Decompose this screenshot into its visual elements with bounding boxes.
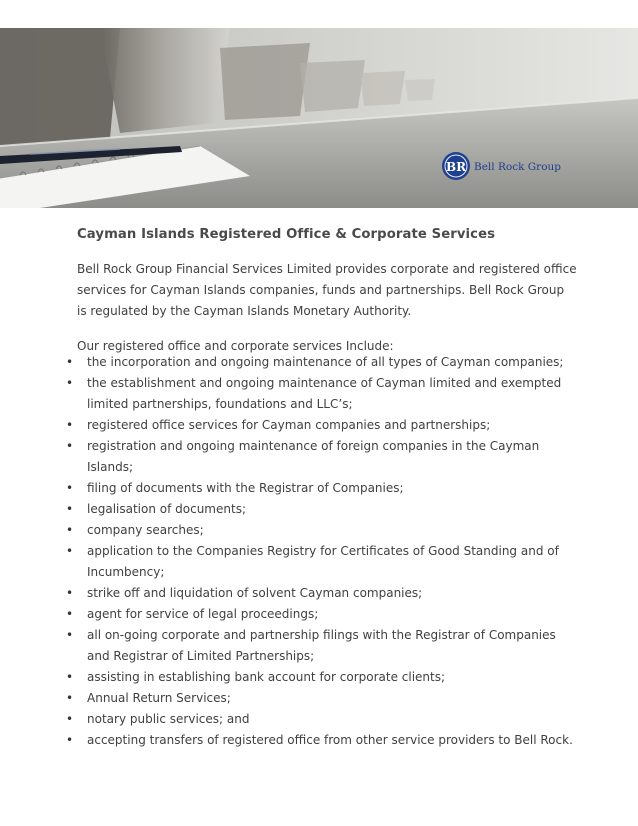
- list-item-text: accepting transfers of registered office from other service providers to Bell Rock.: [87, 733, 573, 747]
- services-heading: Our registered office and corporate services Include:: [77, 339, 394, 353]
- bullet-icon: •: [66, 670, 74, 684]
- bullet-icon: •: [66, 523, 74, 537]
- list-item-text: Annual Return Services;: [87, 691, 231, 705]
- list-item: [0, 478, 638, 499]
- list-item-text: registration and ongoing maintenance of foreign companies in the Cayman Islands;: [87, 439, 540, 474]
- list-item: [0, 604, 638, 625]
- boardroom-photo: [0, 28, 638, 208]
- header-image: [0, 28, 638, 208]
- bullet-icon: •: [66, 712, 74, 726]
- bullet-icon: •: [66, 691, 74, 705]
- bullet-icon: •: [66, 628, 74, 642]
- list-item: [0, 352, 638, 373]
- bullet-icon: •: [66, 733, 74, 747]
- intro-section: [77, 224, 577, 357]
- bullet-icon: •: [66, 355, 74, 369]
- page-title: Cayman Islands Registered Office & Corporate Services: [77, 227, 496, 242]
- list-item-text: filing of documents with the Registrar of Companies;: [87, 481, 404, 495]
- list-item: [0, 688, 638, 709]
- list-item-text: agent for service of legal proceedings;: [87, 607, 319, 621]
- list-item: [0, 499, 638, 520]
- services-list: [0, 352, 638, 751]
- list-item: [0, 709, 638, 730]
- list-item-text: assisting in establishing bank account for corporate clients;: [87, 670, 446, 684]
- list-item-text: notary public services; and: [87, 712, 250, 726]
- list-item-text: registered office services for Cayman companies and partnerships;: [87, 418, 491, 432]
- list-item: [0, 436, 638, 478]
- intro-paragraph: Bell Rock Group Financial Services Limited provides corporate and registered office services for Cayman Islands companies, funds and partnerships. Bell Rock Group is regulated by the Cayman Islands Monetary Authority.: [77, 262, 577, 318]
- list-item: [0, 667, 638, 688]
- bullet-icon: •: [66, 607, 74, 621]
- list-item: [0, 730, 638, 751]
- list-item-text: legalisation of documents;: [87, 502, 246, 516]
- list-item-text: application to the Companies Registry for Certificates of Good Standing and of Incumbency;: [87, 544, 559, 579]
- list-item: [0, 520, 638, 541]
- bullet-icon: •: [66, 376, 74, 390]
- bullet-icon: •: [66, 502, 74, 516]
- bullet-icon: •: [66, 544, 74, 558]
- bullet-icon: •: [66, 586, 74, 600]
- list-item-text: the establishment and ongoing maintenance of Cayman limited and exempted limited partnerships, foundations and LLC’s;: [87, 376, 562, 411]
- list-item-text: the incorporation and ongoing maintenance of all types of Cayman companies;: [87, 355, 564, 369]
- logo-wordmark: Bell Rock Group: [474, 161, 562, 173]
- list-item-text: company searches;: [87, 523, 204, 537]
- list-item: [0, 583, 638, 604]
- list-item: [0, 541, 638, 583]
- list-item-text: all on-going corporate and partnership filings with the Registrar of Companies and Registrar of Limited Partnerships;: [87, 628, 556, 663]
- bullet-icon: •: [66, 418, 74, 432]
- list-item: [0, 373, 638, 415]
- bullet-icon: •: [66, 481, 74, 495]
- list-item: [0, 415, 638, 436]
- list-item: [0, 625, 638, 667]
- bullet-icon: •: [66, 439, 74, 453]
- logo-monogram: BR: [445, 160, 467, 174]
- list-item-text: strike off and liquidation of solvent Cayman companies;: [87, 586, 423, 600]
